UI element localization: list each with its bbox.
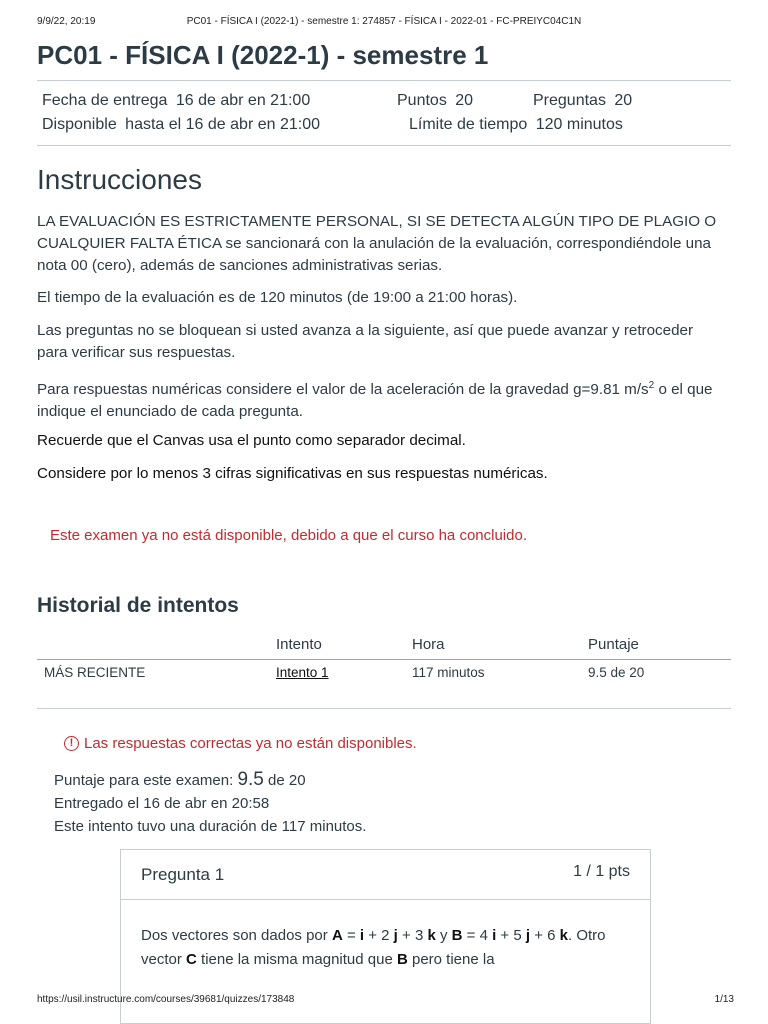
score-summary — [54, 769, 306, 791]
question-1-points: 1 / 1 pts — [573, 863, 630, 880]
unit-k: k — [559, 927, 568, 944]
attempt-duration: Este intento tuvo una duración de 117 minutos. — [54, 818, 367, 835]
instructions-heading: Instrucciones — [37, 164, 202, 195]
print-footer-url: https://usil.instructure.com/courses/39681/quizzes/173848 — [37, 994, 295, 1005]
points-value: 20 — [455, 92, 474, 109]
q-text: = 4 — [462, 927, 493, 944]
history-row-score: 9.5 de 20 — [588, 665, 645, 680]
q-text: + 2 — [364, 927, 394, 944]
questions-value: 20 — [614, 92, 633, 109]
gravity-text-b: o el que indique el enunciado de cada pregunta. — [37, 381, 713, 421]
q-text: . Otro vector — [141, 927, 606, 968]
question-1-title: Pregunta 1 — [141, 865, 225, 884]
q-text: Dos vectores son dados por — [141, 927, 332, 944]
history-col-time: Hora — [412, 636, 445, 653]
vector-a: A — [331, 927, 343, 944]
history-header-divider — [37, 659, 731, 660]
print-header-title: PC01 - FÍSICA I (2022-1) - semestre 1: 274857 - FÍSICA I - 2022-01 - FC-PREIYC04C1N — [186, 16, 582, 27]
due-date — [42, 92, 310, 110]
unit-j: j — [393, 927, 398, 944]
vector-b: B — [396, 951, 408, 968]
history-col-attempt: Intento — [276, 636, 322, 653]
due-value: 16 de abr en 21:00 — [175, 92, 311, 109]
q-text: + 6 — [530, 927, 560, 944]
points-label: Puntos — [397, 92, 447, 109]
history-col-score: Puntaje — [588, 636, 639, 653]
print-footer-page: 1/13 — [714, 994, 734, 1005]
unit-i: i — [492, 927, 497, 944]
availability — [42, 116, 320, 134]
answers-unavailable-warning — [64, 735, 417, 752]
q-text: pero tiene la — [407, 951, 495, 968]
score-value: 9.5 — [237, 769, 264, 790]
time-limit — [409, 116, 623, 134]
vector-b: B — [451, 927, 463, 944]
q-text: + 5 — [496, 927, 526, 944]
questions-label: Preguntas — [533, 92, 606, 109]
instructions-paragraph-5: Recuerde que el Canvas usa el punto como separador decimal. — [37, 432, 466, 449]
score-prefix: Puntaje para este examen: — [54, 772, 238, 789]
question-1-text — [141, 924, 636, 972]
q-text: + 3 — [397, 927, 428, 944]
instructions-caps: LA EVALUACIÓN ES ESTRICTAMENTE PERSONAL, SI SE DETECTA ALGÚN TIPO DE PLAGIO O CUALQUIER FALTA ÉTICA — [37, 213, 717, 252]
divider-top — [37, 80, 731, 81]
attempt-1-link[interactable]: Intento 1 — [276, 665, 329, 680]
divider-meta — [37, 145, 731, 146]
points — [397, 92, 473, 110]
unit-i: i — [359, 927, 365, 944]
history-heading: Historial de intentos — [37, 594, 239, 617]
gravity-text-a: Para respuestas numéricas considere el valor de la aceleración de la gravedad g=9.81 m/s — [37, 381, 649, 399]
divider-history — [37, 708, 731, 709]
submitted-date: Entregado el 16 de abr en 20:58 — [54, 795, 270, 812]
unit-k: k — [427, 927, 436, 944]
questions-count — [533, 92, 632, 110]
answers-warning-text: Las respuestas correctas ya no están disponibles. — [84, 735, 417, 752]
unit-j: j — [525, 927, 531, 944]
available-label: Disponible — [42, 116, 117, 133]
history-row-label: MÁS RECIENTE — [44, 665, 146, 680]
warning-icon: ! — [64, 736, 79, 751]
exponent: 2 — [648, 380, 655, 391]
available-value: hasta el 16 de abr en 21:00 — [125, 116, 320, 133]
print-header-datetime: 9/9/22, 20:19 — [37, 16, 96, 27]
exam-unavailable-notice: Este examen ya no está disponible, debido a que el curso ha concluido. — [50, 527, 527, 544]
instructions-paragraph-4 — [37, 375, 727, 423]
time-limit-value: 120 minutos — [535, 116, 623, 133]
score-suffix: de 20 — [263, 772, 306, 789]
q-text: = — [342, 927, 360, 944]
instructions-paragraph-1 — [37, 211, 727, 277]
instructions-paragraph-3: Las preguntas no se bloquean si usted avanza a la siguiente, así que puede avanzar y retroceder para verificar sus respuestas. — [37, 322, 694, 361]
question-1-header — [121, 850, 650, 900]
q-text: y — [435, 927, 452, 944]
instructions-paragraph-6: Considere por lo menos 3 cifras significativas en sus respuestas numéricas. — [37, 465, 548, 482]
history-row-time: 117 minutos — [412, 665, 485, 680]
instructions-paragraph-2: El tiempo de la evaluación es de 120 minutos (de 19:00 a 21:00 horas). — [37, 289, 518, 306]
due-label: Fecha de entrega — [42, 92, 168, 109]
quiz-title: PC01 - FÍSICA I (2022-1) - semestre 1 — [37, 40, 489, 70]
q-text: tiene la misma magnitud que — [196, 951, 397, 968]
vector-c: C — [186, 951, 197, 968]
instructions-p1-rest: se sancionará con la anulación de la evaluación, correspondiéndole una nota 00 (cero), además de sanciones administrativas serias. — [37, 235, 711, 274]
time-limit-label: Límite de tiempo — [409, 116, 528, 133]
